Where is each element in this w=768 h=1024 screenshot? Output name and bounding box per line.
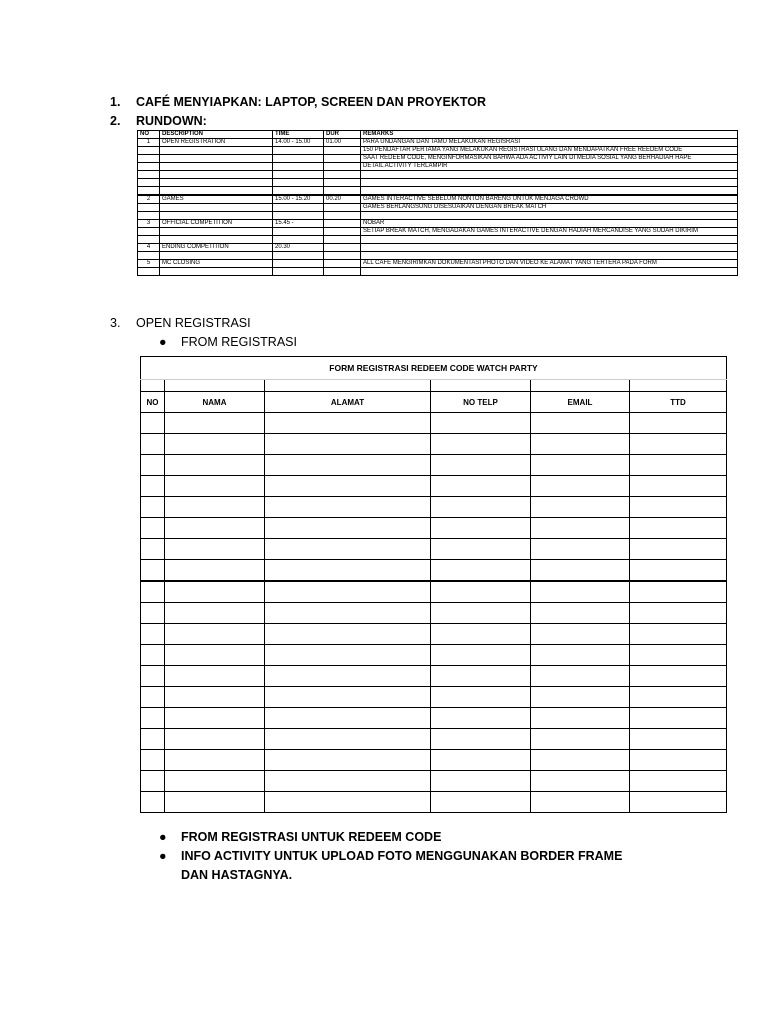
form-row	[141, 645, 727, 666]
form-cell	[141, 708, 165, 729]
rundown-cell	[324, 147, 361, 155]
rundown-cell	[361, 212, 738, 220]
form-cell	[141, 413, 165, 434]
form-cell	[431, 518, 531, 539]
rundown-cell: 14.00 - 15.00	[273, 139, 324, 147]
rundown-cell: SAAT REDEEM CODE, MENGINFORMASIKAN BAHWA ADA ACTIVIY LAIN DI MEDIA SOSIAL YANG BERHADIAH HAPE	[361, 155, 738, 163]
heading-3-number: 3.	[110, 316, 121, 330]
form-cell	[431, 581, 531, 603]
form-cell	[431, 560, 531, 582]
form-cell	[141, 771, 165, 792]
rundown-cell	[138, 155, 160, 163]
bullet-text: INFO ACTIVITY UNTUK UPLOAD FOTO MENGGUNAKAN BORDER FRAME DAN HASTAGNYA.	[181, 849, 623, 882]
form-cell	[431, 624, 531, 645]
form-cell	[141, 624, 165, 645]
rundown-cell	[138, 179, 160, 187]
rundown-cell	[324, 212, 361, 220]
form-cell	[265, 603, 431, 624]
form-cell	[265, 413, 431, 434]
form-cell	[531, 581, 630, 603]
form-cell	[265, 792, 431, 813]
form-cell	[531, 434, 630, 455]
rundown-header-cell: NO	[138, 131, 160, 139]
form-cell	[265, 771, 431, 792]
rundown-header-cell: TIME	[273, 131, 324, 139]
rundown-header-cell: DUR	[324, 131, 361, 139]
form-cell	[265, 581, 431, 603]
rundown-cell	[160, 252, 273, 260]
form-cell	[630, 581, 727, 603]
form-cell	[531, 792, 630, 813]
form-cell	[165, 476, 265, 497]
form-cell	[141, 687, 165, 708]
form-row	[141, 434, 727, 455]
rundown-cell	[361, 187, 738, 196]
form-cell	[141, 603, 165, 624]
bullet-icon: ●	[159, 830, 167, 844]
rundown-row	[138, 204, 738, 212]
rundown-cell: 3	[138, 220, 160, 228]
form-cell	[431, 434, 531, 455]
rundown-cell	[273, 260, 324, 268]
rundown-cell	[138, 171, 160, 179]
rundown-cell	[324, 268, 361, 276]
form-cell	[431, 771, 531, 792]
rundown-row	[138, 260, 738, 268]
form-cell	[141, 750, 165, 771]
form-spacer-row	[141, 380, 727, 392]
form-cell	[630, 497, 727, 518]
form-cell	[531, 476, 630, 497]
rundown-cell: 01.00	[324, 139, 361, 147]
rundown-cell	[324, 204, 361, 212]
rundown-header-cell: DESCRIPTION	[160, 131, 273, 139]
form-row	[141, 539, 727, 560]
form-cell	[165, 687, 265, 708]
rundown-cell: MC CLOSING	[160, 260, 273, 268]
form-cell	[141, 792, 165, 813]
form-cell	[265, 455, 431, 476]
rundown-cell: NOBAR	[361, 220, 738, 228]
form-cell	[265, 518, 431, 539]
form-cell	[531, 455, 630, 476]
form-row	[141, 729, 727, 750]
rundown-cell	[160, 204, 273, 212]
form-cell	[630, 624, 727, 645]
form-cell	[165, 455, 265, 476]
form-cell	[265, 539, 431, 560]
rundown-row	[138, 147, 738, 155]
rundown-cell	[273, 252, 324, 260]
rundown-cell	[138, 147, 160, 155]
form-cell	[630, 518, 727, 539]
form-cell	[265, 497, 431, 518]
form-cell	[141, 476, 165, 497]
rundown-cell	[361, 252, 738, 260]
rundown-row	[138, 163, 738, 171]
form-cell	[165, 771, 265, 792]
rundown-cell	[160, 268, 273, 276]
rundown-cell: PARA UNDANGAN DAN TAMU MELAKUKAN REGISRASI	[361, 139, 738, 147]
rundown-row	[138, 139, 738, 147]
rundown-header-row	[138, 131, 738, 139]
form-row	[141, 581, 727, 603]
form-header-cell: NO TELP	[431, 392, 531, 413]
form-header-cell: NO	[141, 392, 165, 413]
form-cell	[141, 539, 165, 560]
form-cell	[531, 687, 630, 708]
rundown-cell	[138, 236, 160, 244]
rundown-cell	[160, 155, 273, 163]
form-cell	[630, 792, 727, 813]
form-cell	[165, 539, 265, 560]
rundown-cell	[324, 171, 361, 179]
rundown-cell: 150 PENDAFTAR PERTAMA YANG MELAKUKAN REGISTRASI ULANG DAN MENDAPATKAN FREE REEDEM CODE	[361, 147, 738, 155]
form-cell	[141, 455, 165, 476]
rundown-cell	[138, 252, 160, 260]
rundown-cell	[273, 187, 324, 196]
form-cell	[531, 645, 630, 666]
form-cell	[630, 666, 727, 687]
rundown-cell	[273, 212, 324, 220]
form-row	[141, 708, 727, 729]
form-cell	[531, 539, 630, 560]
rundown-header-cell: REMARKS	[361, 131, 738, 139]
rundown-cell: 5	[138, 260, 160, 268]
rundown-cell	[273, 147, 324, 155]
form-header-row	[141, 392, 727, 413]
form-cell	[141, 666, 165, 687]
form-cell	[165, 666, 265, 687]
form-cell	[265, 645, 431, 666]
rundown-cell	[361, 236, 738, 244]
form-cell	[630, 434, 727, 455]
form-cell	[431, 687, 531, 708]
rundown-cell: DETAIL ACTIVITY TERLAMPIR	[361, 163, 738, 171]
rundown-cell: OPEN REGISTRATION	[160, 139, 273, 147]
rundown-cell	[324, 179, 361, 187]
form-cell	[630, 750, 727, 771]
rundown-row	[138, 171, 738, 179]
form-cell	[141, 729, 165, 750]
form-cell	[141, 581, 165, 603]
rundown-cell	[160, 212, 273, 220]
form-cell	[431, 666, 531, 687]
rundown-row	[138, 236, 738, 244]
form-cell	[165, 497, 265, 518]
form-cell	[141, 560, 165, 582]
rundown-cell	[160, 228, 273, 236]
form-cell	[431, 645, 531, 666]
form-cell	[165, 413, 265, 434]
form-cell	[531, 750, 630, 771]
form-cell	[431, 750, 531, 771]
form-cell	[431, 497, 531, 518]
form-cell	[165, 624, 265, 645]
rundown-cell	[160, 171, 273, 179]
form-cell	[630, 455, 727, 476]
form-cell	[531, 729, 630, 750]
form-row	[141, 666, 727, 687]
rundown-row	[138, 244, 738, 252]
rundown-row	[138, 268, 738, 276]
rundown-cell	[138, 163, 160, 171]
rundown-row	[138, 187, 738, 196]
rundown-row	[138, 179, 738, 187]
rundown-cell	[324, 155, 361, 163]
rundown-cell	[138, 204, 160, 212]
form-cell	[165, 792, 265, 813]
form-title: FORM REGISTRASI REDEEM CODE WATCH PARTY	[141, 357, 727, 380]
rundown-cell: GAMES INTERACTIVE SEBELUM NONTON BARENG UNTUK MENJAGA CROWD	[361, 195, 738, 204]
form-cell	[531, 708, 630, 729]
form-cell	[531, 771, 630, 792]
bullet-redeem-code	[159, 828, 442, 847]
rundown-cell: 15.00 - 15.20	[273, 195, 324, 204]
bullet-from-registrasi	[159, 333, 297, 352]
form-cell	[141, 518, 165, 539]
rundown-cell: GAMES	[160, 195, 273, 204]
form-cell	[265, 750, 431, 771]
form-cell	[431, 455, 531, 476]
form-cell	[265, 434, 431, 455]
form-cell	[630, 603, 727, 624]
form-cell	[531, 560, 630, 582]
rundown-cell	[324, 252, 361, 260]
rundown-cell	[273, 163, 324, 171]
form-cell	[431, 792, 531, 813]
rundown-table	[137, 130, 738, 276]
form-row	[141, 624, 727, 645]
form-row	[141, 792, 727, 813]
form-cell	[141, 645, 165, 666]
form-cell	[531, 518, 630, 539]
bullet-icon: ●	[159, 335, 167, 349]
rundown-cell	[324, 228, 361, 236]
form-cell	[630, 708, 727, 729]
bullet-text: FROM REGISTRASI UNTUK REDEEM CODE	[181, 830, 442, 844]
rundown-row	[138, 155, 738, 163]
rundown-cell	[361, 171, 738, 179]
form-cell	[265, 729, 431, 750]
rundown-cell	[138, 228, 160, 236]
form-header-cell: EMAIL	[531, 392, 630, 413]
form-cell	[141, 434, 165, 455]
form-header-cell: ALAMAT	[265, 392, 431, 413]
rundown-cell	[160, 236, 273, 244]
bullet-text: FROM REGISTRASI	[181, 335, 297, 349]
registration-form-table	[140, 356, 727, 813]
rundown-cell	[324, 163, 361, 171]
rundown-row	[138, 220, 738, 228]
form-cell	[531, 413, 630, 434]
form-cell	[265, 687, 431, 708]
rundown-cell	[361, 179, 738, 187]
rundown-cell	[138, 268, 160, 276]
rundown-row	[138, 252, 738, 260]
rundown-cell	[273, 171, 324, 179]
rundown-cell	[160, 179, 273, 187]
form-row	[141, 455, 727, 476]
form-cell	[141, 497, 165, 518]
form-cell	[165, 581, 265, 603]
form-cell	[531, 624, 630, 645]
heading-1	[110, 95, 486, 109]
form-cell	[531, 603, 630, 624]
form-cell	[431, 539, 531, 560]
rundown-cell: 1	[138, 139, 160, 147]
rundown-cell: 2	[138, 195, 160, 204]
rundown-row	[138, 212, 738, 220]
heading-3-text: OPEN REGISTRASI	[136, 316, 251, 330]
form-row	[141, 497, 727, 518]
form-row	[141, 771, 727, 792]
heading-2-text: RUNDOWN:	[136, 114, 207, 128]
heading-1-number: 1.	[110, 95, 121, 109]
form-cell	[431, 603, 531, 624]
rundown-cell	[273, 236, 324, 244]
form-row	[141, 476, 727, 497]
form-cell	[265, 708, 431, 729]
bullet-icon: ●	[159, 849, 167, 863]
form-cell	[165, 603, 265, 624]
form-cell	[630, 687, 727, 708]
heading-2	[110, 114, 207, 128]
rundown-cell	[160, 187, 273, 196]
rundown-cell: 15.45 -	[273, 220, 324, 228]
form-cell	[165, 729, 265, 750]
rundown-row	[138, 228, 738, 236]
form-cell	[431, 729, 531, 750]
form-cell	[630, 771, 727, 792]
rundown-cell: 20.30	[273, 244, 324, 252]
form-cell	[531, 666, 630, 687]
rundown-cell: GAMES BERLANGSUNG DISESUAIKAN DENGAN BREAK MATCH	[361, 204, 738, 212]
heading-3	[110, 316, 251, 330]
rundown-row	[138, 195, 738, 204]
rundown-cell: 00.20	[324, 195, 361, 204]
rundown-cell	[138, 187, 160, 196]
form-cell	[265, 666, 431, 687]
form-cell	[431, 708, 531, 729]
form-cell	[165, 560, 265, 582]
rundown-cell	[273, 268, 324, 276]
rundown-cell	[324, 244, 361, 252]
form-cell	[630, 539, 727, 560]
form-cell	[531, 497, 630, 518]
rundown-cell	[273, 155, 324, 163]
rundown-cell	[361, 244, 738, 252]
form-cell	[165, 518, 265, 539]
form-cell	[165, 708, 265, 729]
form-cell	[265, 624, 431, 645]
form-row	[141, 603, 727, 624]
form-row	[141, 413, 727, 434]
rundown-cell	[324, 187, 361, 196]
heading-2-number: 2.	[110, 114, 121, 128]
rundown-cell	[160, 163, 273, 171]
form-cell	[265, 560, 431, 582]
rundown-cell	[273, 204, 324, 212]
form-row	[141, 687, 727, 708]
form-cell	[630, 729, 727, 750]
rundown-cell: ENDING COMPETITION	[160, 244, 273, 252]
form-header-cell: NAMA	[165, 392, 265, 413]
form-cell	[630, 560, 727, 582]
rundown-cell	[138, 212, 160, 220]
rundown-cell: 4	[138, 244, 160, 252]
rundown-cell	[324, 236, 361, 244]
form-row	[141, 560, 727, 582]
rundown-cell	[324, 220, 361, 228]
rundown-cell: OFFICIAL COMPETITION	[160, 220, 273, 228]
heading-1-text: CAFÉ MENYIAPKAN: LAPTOP, SCREEN DAN PROYEKTOR	[136, 95, 487, 109]
rundown-cell: ALL CAFE MENGIRIMKAN DOKUMENTASI PHOTO DAN VIDEO KE ALAMAT YANG TERTERA PADA FORM	[361, 260, 738, 268]
rundown-cell	[160, 147, 273, 155]
form-row	[141, 518, 727, 539]
form-cell	[630, 476, 727, 497]
form-cell	[630, 413, 727, 434]
bullet-info-activity	[159, 847, 641, 885]
rundown-cell	[273, 228, 324, 236]
form-cell	[630, 645, 727, 666]
rundown-cell	[273, 179, 324, 187]
form-cell	[165, 434, 265, 455]
form-cell	[165, 645, 265, 666]
form-row	[141, 750, 727, 771]
form-header-cell: TTD	[630, 392, 727, 413]
form-cell	[265, 476, 431, 497]
form-cell	[431, 476, 531, 497]
rundown-cell: SETIAP BREAK MATCH, MENGADAKAN GAMES INTERACTIVE DENGAN HADIAH MERCANDISE YANG SUDAH DIKIRIM	[361, 228, 738, 236]
form-cell	[431, 413, 531, 434]
form-cell	[165, 750, 265, 771]
rundown-cell	[324, 260, 361, 268]
rundown-cell	[361, 268, 738, 276]
